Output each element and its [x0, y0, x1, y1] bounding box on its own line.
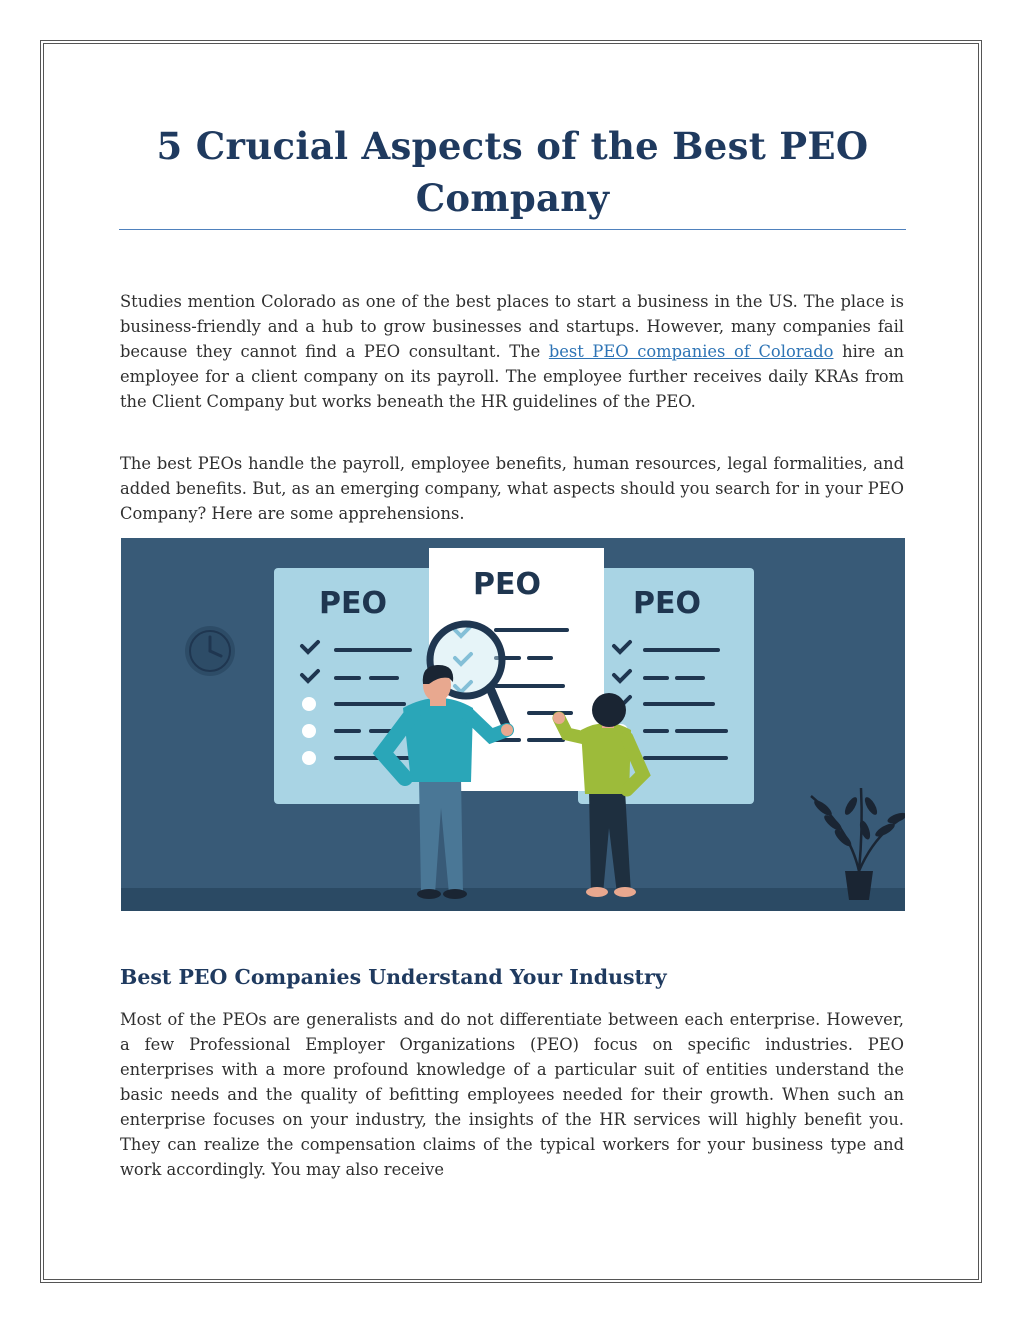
intro-text-start: Studies mention Colorado as one of the best places to start a business in the US. The place is business-friendly and a hub to grow businesses and startups. However, many companies fail because they cannot find a PEO consultant. The — [120, 292, 904, 361]
peo-illustration — [121, 538, 905, 911]
right-board-label: PEO — [633, 586, 701, 621]
page-title: 5 Crucial Aspects of the Best PEO Company — [156, 124, 869, 220]
best-peo-colorado-link[interactable]: best PEO companies of Colorado — [548, 342, 834, 361]
left-board-label: PEO — [319, 586, 387, 621]
intro-paragraph — [120, 289, 904, 414]
intro-text-end: hire an employee for a client company on its payroll. The employee further receives daily KRAs from the Client Company but works beneath the HR guidelines of the PEO. — [120, 342, 905, 411]
center-board-label: PEO — [473, 567, 541, 602]
illustration-floor — [121, 888, 905, 911]
title-underline — [119, 229, 906, 230]
second-paragraph: The best PEOs handle the payroll, employee benefits, human resources, legal formalities, and added benefits. But, as an emerging company, what aspects should you search for in your PEO Company? Here are some apprehensions. — [120, 454, 904, 523]
clock-icon — [185, 626, 235, 676]
section-paragraph: Most of the PEOs are generalists and do not differentiate between each enterprise. However, a few Professional Employer Organizations (PEO) focus on specific industries. PEO enterprises with a more profound knowledge of a particular suit of entities understand the basic needs and the quality of befitting employees needed for their growth. When such an enterprise focuses on your industry, the insights of the HR services will highly benefit you. They can realize the compensation claims of the typical workers for your business type and work accordingly. You may also receive — [120, 1010, 904, 1179]
section-heading: Best PEO Companies Understand Your Industry — [120, 965, 667, 989]
